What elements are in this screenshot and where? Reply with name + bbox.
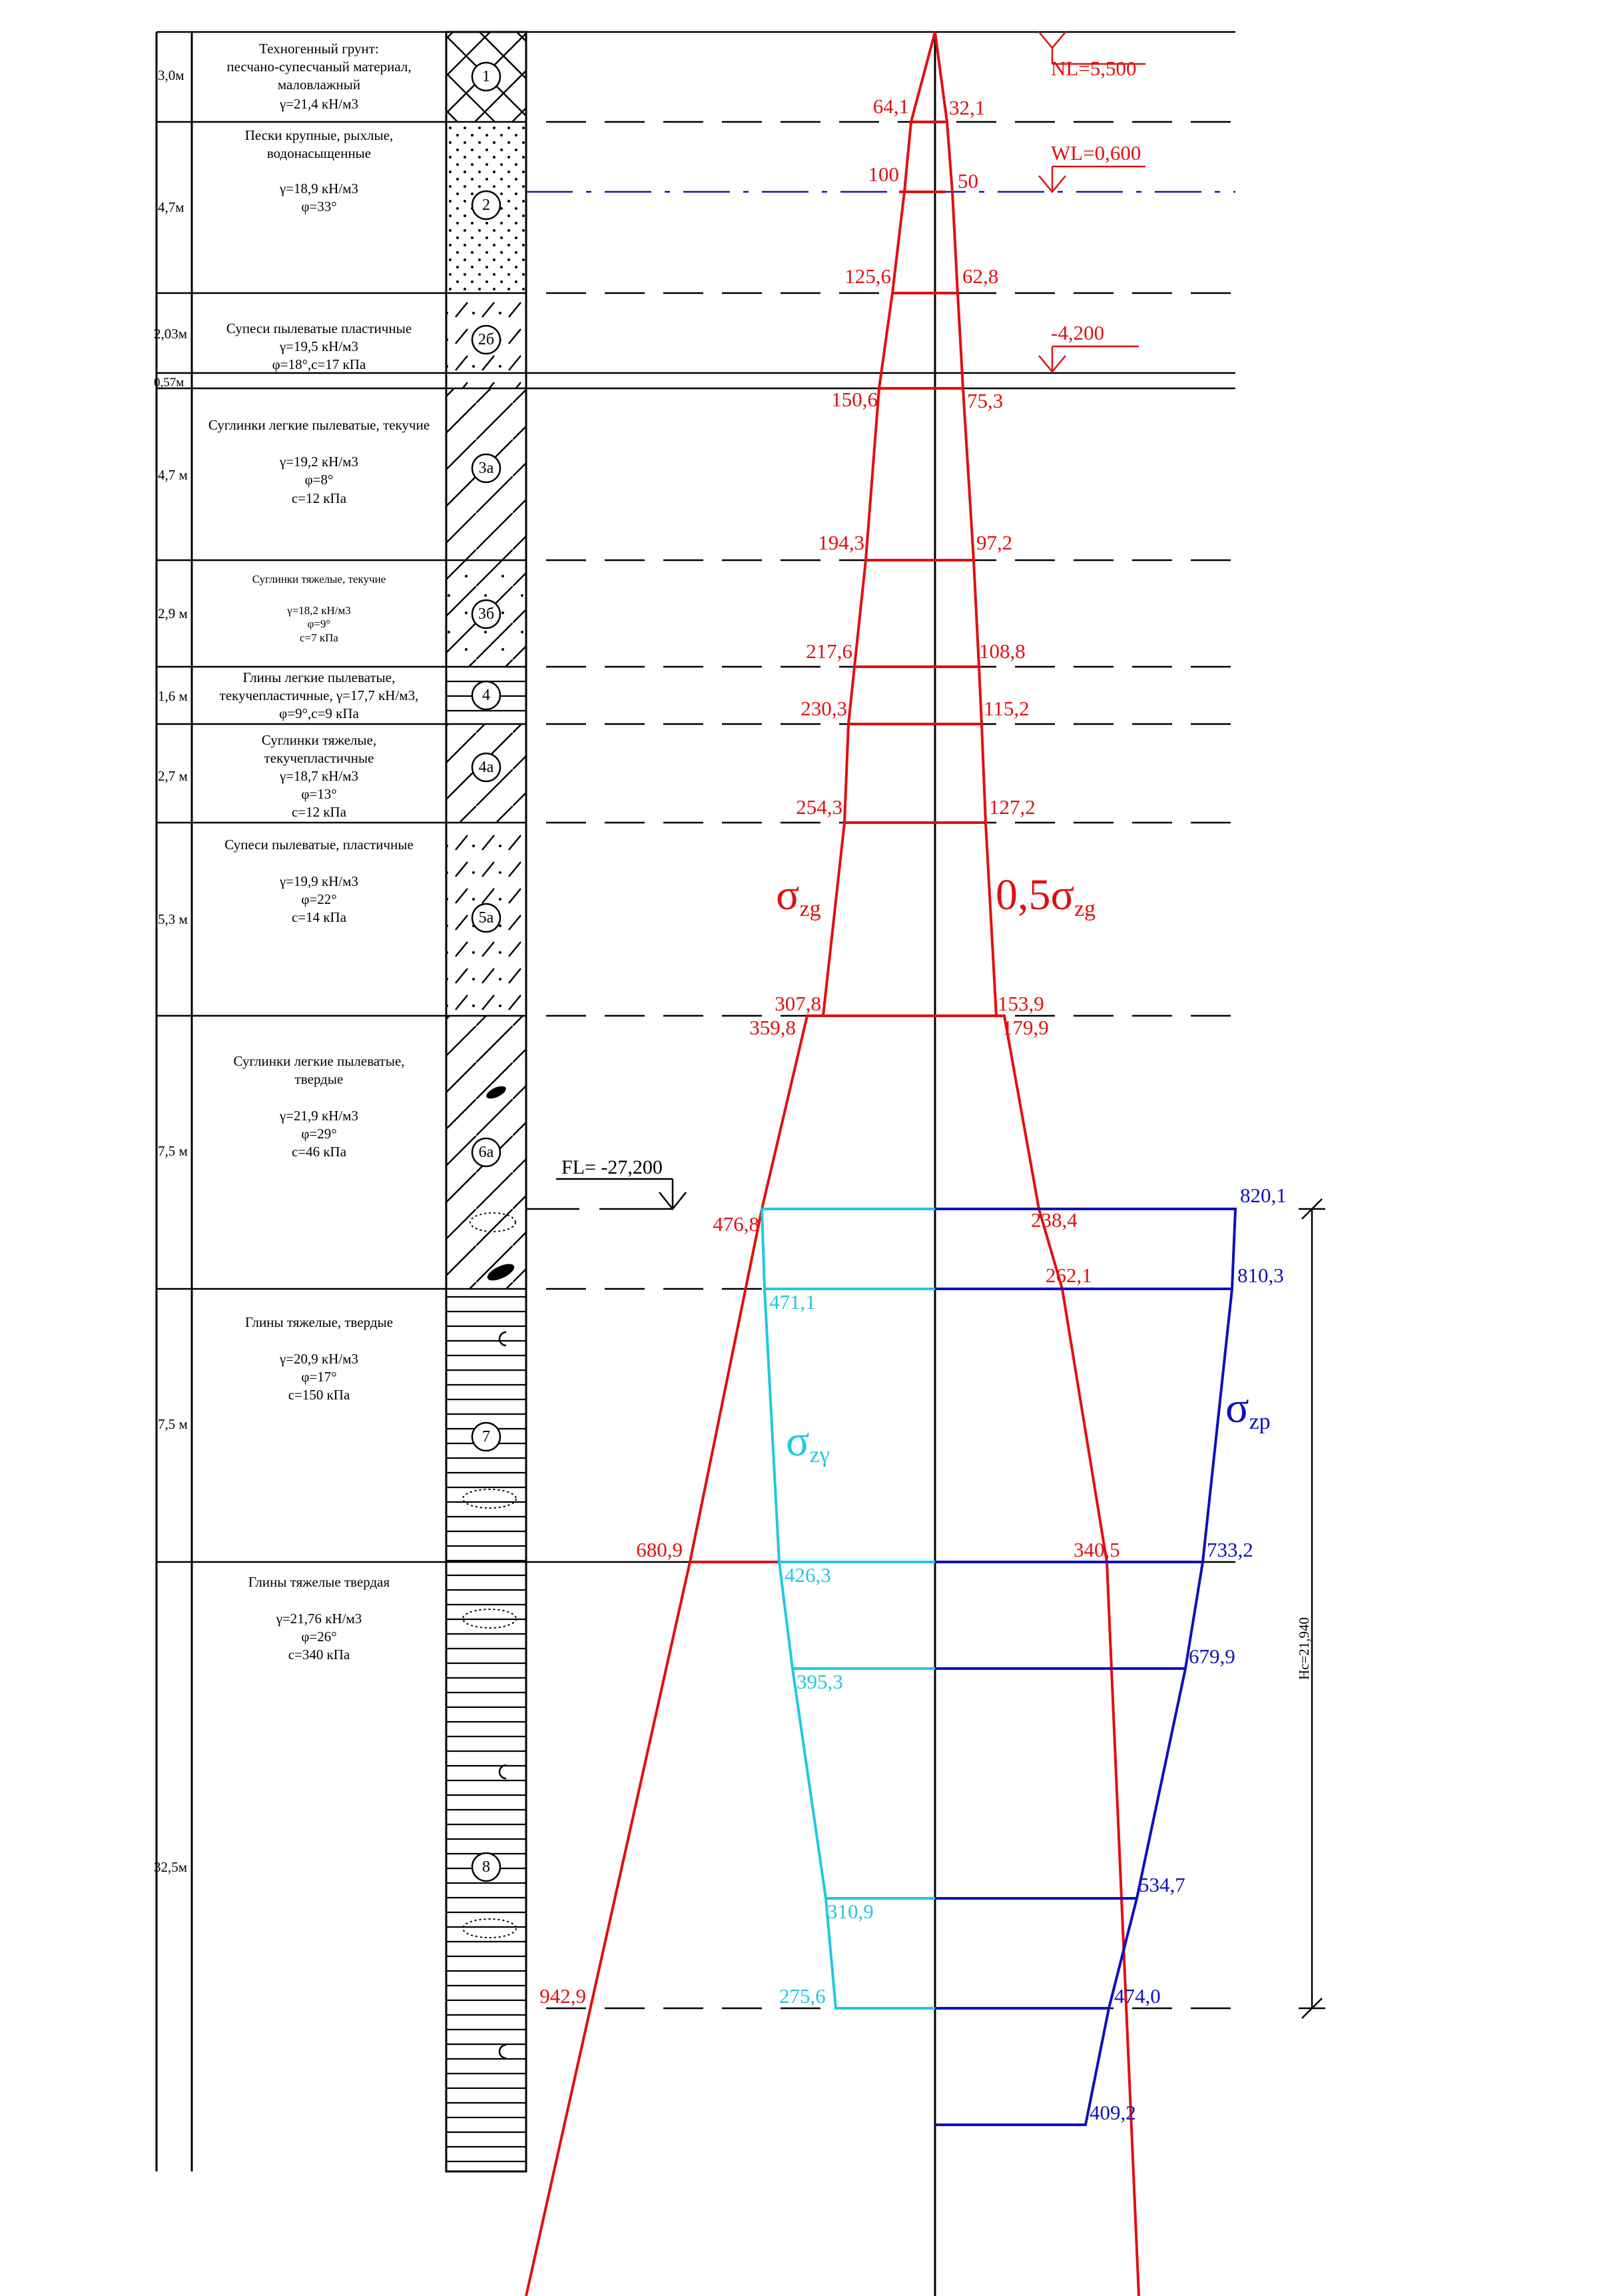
zg-label-4: 194,3 xyxy=(818,531,864,554)
badge-3a: 3а xyxy=(478,460,494,477)
half-label-6: 115,2 xyxy=(984,697,1030,720)
layer-4-desc-1: текучепластичные, γ=17,7 кН/м3, xyxy=(219,687,419,703)
layer-7-desc-0: Глины тяжелые, твердые xyxy=(244,1314,394,1330)
zy-label-2: 426,3 xyxy=(785,1563,831,1587)
boundary-extensions xyxy=(546,122,1235,2008)
layer-descriptions xyxy=(154,41,430,1875)
zy-label-4: 310,9 xyxy=(827,1900,874,1923)
legend-zg: σzg xyxy=(776,871,821,921)
layer-2-desc-4: φ=33° xyxy=(301,198,337,214)
layer-3a-desc-4: c=12 кПа xyxy=(291,490,347,506)
layer-3a-desc-0: Суглинки легкие пылеватые, текучие xyxy=(208,417,430,433)
layer-5a-desc-3: φ=22° xyxy=(301,891,337,907)
sigma-zy-labels xyxy=(769,1290,874,2008)
layer-table xyxy=(157,32,192,2171)
layer-1-desc-3: γ=21,4 кН/м3 xyxy=(279,96,359,112)
zg-label-6: 230,3 xyxy=(800,697,847,720)
layer-2b-desc-0: Супеси пылеватые пластичные xyxy=(226,320,412,336)
layer-6a-desc-4: φ=29° xyxy=(301,1126,337,1142)
fl-marker xyxy=(556,1179,686,1209)
hc-dimension xyxy=(1299,1199,1325,2018)
badge-4: 4 xyxy=(482,687,490,704)
layer-3b-desc-4: c=7 кПа xyxy=(300,631,338,644)
layer-2b-desc-1: γ=19,5 кН/м3 xyxy=(279,338,359,354)
badge-1: 1 xyxy=(482,68,490,85)
layer-7-desc-4: c=150 кПа xyxy=(288,1387,350,1403)
zy-label-3: 395,3 xyxy=(797,1670,843,1693)
badge-5a: 5а xyxy=(478,909,494,927)
layer-3a-desc-3: φ=8° xyxy=(304,472,334,488)
layer-3b-thickness: 2,9 м xyxy=(158,605,188,621)
layer-1-desc-0: Техногенный грунт: xyxy=(259,41,379,57)
layer-8-thickness: 32,5м xyxy=(154,1859,188,1875)
half-label-4: 97,2 xyxy=(976,531,1013,554)
half-label-3: 75,3 xyxy=(967,389,1004,412)
zg-label-1: 100 xyxy=(868,163,899,186)
zg-label-12: 942,9 xyxy=(539,1984,586,2008)
layer-7-thickness: 7,5 м xyxy=(158,1416,188,1432)
layer-5a-desc-2: γ=19,9 кН/м3 xyxy=(279,873,359,889)
layer-5a-desc-4: c=14 кПа xyxy=(291,909,347,925)
zy-label-1: 471,1 xyxy=(769,1290,816,1314)
half-label-2: 62,8 xyxy=(962,264,999,288)
layer-5a-thickness: 5,3 м xyxy=(158,911,188,927)
badge-2: 2 xyxy=(482,196,490,214)
zg-label-9: 359,8 xyxy=(749,1016,796,1039)
legend-zy: σzγ xyxy=(786,1417,830,1467)
zg-label-0: 64,1 xyxy=(872,95,909,118)
half-label-0: 32,1 xyxy=(949,96,986,119)
layer-4a-thickness: 2,7 м xyxy=(158,768,188,784)
zp-label-6: 409,2 xyxy=(1090,2101,1136,2124)
layer-7-desc-2: γ=20,9 кН/м3 xyxy=(279,1351,359,1367)
layer-4a-desc-3: φ=13° xyxy=(301,786,337,802)
fl-label: FL= -27,200 xyxy=(561,1156,663,1178)
zg-label-3: 150,6 xyxy=(831,388,878,411)
badge-8: 8 xyxy=(482,1858,490,1876)
layer-4-desc-0: Глины легкие пылеватые, xyxy=(242,669,396,685)
sigma-zg-labels xyxy=(539,95,909,2008)
layer-1-desc-2: маловлажный xyxy=(277,77,361,93)
zg-label-5: 217,6 xyxy=(806,639,852,663)
layer-6a-desc-0: Суглинки легкие пылеватые, xyxy=(233,1053,405,1069)
mid-marker xyxy=(1039,346,1139,372)
layer-4a-desc-1: текучепластичные xyxy=(264,750,374,766)
layer-7-desc-3: φ=17° xyxy=(301,1369,337,1385)
layer-1-desc-1: песчано-супесчаный материал, xyxy=(226,59,412,75)
layer-2b-thickness: 2,03м xyxy=(154,326,188,342)
layer-4a-desc-0: Суглинки тяжелые, xyxy=(261,732,377,748)
layer-2b-desc-2: φ=18°,c=17 кПа xyxy=(272,356,366,372)
badge-3b: 3б xyxy=(478,605,495,623)
zp-label-2: 733,2 xyxy=(1207,1538,1253,1561)
layer-5a-desc-0: Супеси пылеватые, пластичные xyxy=(224,837,414,853)
layer-3b-desc-0: Суглинки тяжелые, текучие xyxy=(252,573,386,585)
half-label-1: 50 xyxy=(958,169,978,192)
layer-3a-desc-2: γ=19,2 кН/м3 xyxy=(279,454,359,470)
diagram-legends xyxy=(776,871,1271,1467)
layer-8-desc-2: γ=21,76 кН/м3 xyxy=(276,1611,362,1627)
zp-label-1: 810,3 xyxy=(1237,1264,1284,1287)
zg-label-7: 254,3 xyxy=(796,795,842,819)
legend-half-zg: 0,5σzg xyxy=(996,871,1096,921)
badge-4a: 4а xyxy=(478,759,494,776)
wl-label: WL=0,600 xyxy=(1051,141,1141,165)
layer-3a-thickness: 4,7 м xyxy=(158,467,188,483)
mid-level-label: -4,200 xyxy=(1051,321,1105,344)
layer-2-desc-0: Пески крупные, рыхлые, xyxy=(244,127,394,143)
zg-label-8: 307,8 xyxy=(775,992,821,1015)
layer-2-thickness: 4,7м xyxy=(158,199,184,215)
layer-2-desc-1: водонасыщенные xyxy=(266,145,372,161)
layer-8-desc-4: c=340 кПа xyxy=(288,1647,350,1663)
zp-label-5: 474,0 xyxy=(1114,1984,1161,2008)
zy-label-5: 275,6 xyxy=(779,1984,826,2008)
nl-label: NL=5,500 xyxy=(1051,57,1137,80)
layer-3b-desc-2: γ=18,2 кН/м3 xyxy=(287,604,351,617)
layer-thin-thickness: 0,57м xyxy=(154,376,184,390)
zp-label-3: 679,9 xyxy=(1189,1645,1235,1668)
layer-3b-desc-3: φ=9° xyxy=(307,617,331,630)
half-label-9: 179,9 xyxy=(1002,1016,1049,1039)
zg-label-2: 125,6 xyxy=(844,264,891,288)
legend-zp: σzp xyxy=(1225,1383,1271,1434)
layer-6a-desc-3: γ=21,9 кН/м3 xyxy=(279,1108,359,1124)
layer-6a-thickness: 7,5 м xyxy=(158,1143,188,1159)
layer-4a-desc-2: γ=18,7 кН/м3 xyxy=(279,768,359,784)
zp-label-0: 820,1 xyxy=(1240,1184,1287,1207)
layer-6a-desc-5: c=46 кПа xyxy=(291,1144,347,1160)
half-label-8: 153,9 xyxy=(998,992,1044,1015)
zp-label-4: 534,7 xyxy=(1139,1873,1185,1896)
badge-2b: 2б xyxy=(478,331,495,348)
hc-label: Hc=21,940 xyxy=(1296,1617,1312,1681)
wl-marker xyxy=(1039,167,1145,192)
half-label-12: 340,5 xyxy=(1074,1538,1120,1561)
zg-label-10: 476,8 xyxy=(713,1212,759,1236)
half-label-7: 127,2 xyxy=(989,795,1036,819)
layer-4-desc-2: φ=9°,c=9 кПа xyxy=(279,705,359,721)
sigma-zy-diagram xyxy=(762,1209,935,2008)
half-label-10: 238,4 xyxy=(1031,1208,1078,1232)
layer-8-desc-0: Глины тяжелые твердая xyxy=(248,1574,390,1590)
badge-7: 7 xyxy=(482,1428,490,1445)
layer-1-thickness: 3,0м xyxy=(158,67,184,83)
half-label-5: 108,8 xyxy=(979,639,1026,663)
layer-8-desc-3: φ=26° xyxy=(301,1629,337,1645)
layer-4a-desc-4: c=12 кПа xyxy=(291,804,347,820)
sigma-half-zg-labels xyxy=(949,96,1120,1561)
zg-label-11: 680,9 xyxy=(636,1538,683,1561)
half-label-11: 262,1 xyxy=(1046,1264,1092,1287)
layer-4-thickness: 1,6 м xyxy=(158,688,188,704)
layer-2-desc-3: γ=18,9 кН/м3 xyxy=(279,181,359,196)
layer-6a-desc-1: твердые xyxy=(294,1071,344,1087)
badge-6a: 6а xyxy=(478,1144,494,1161)
